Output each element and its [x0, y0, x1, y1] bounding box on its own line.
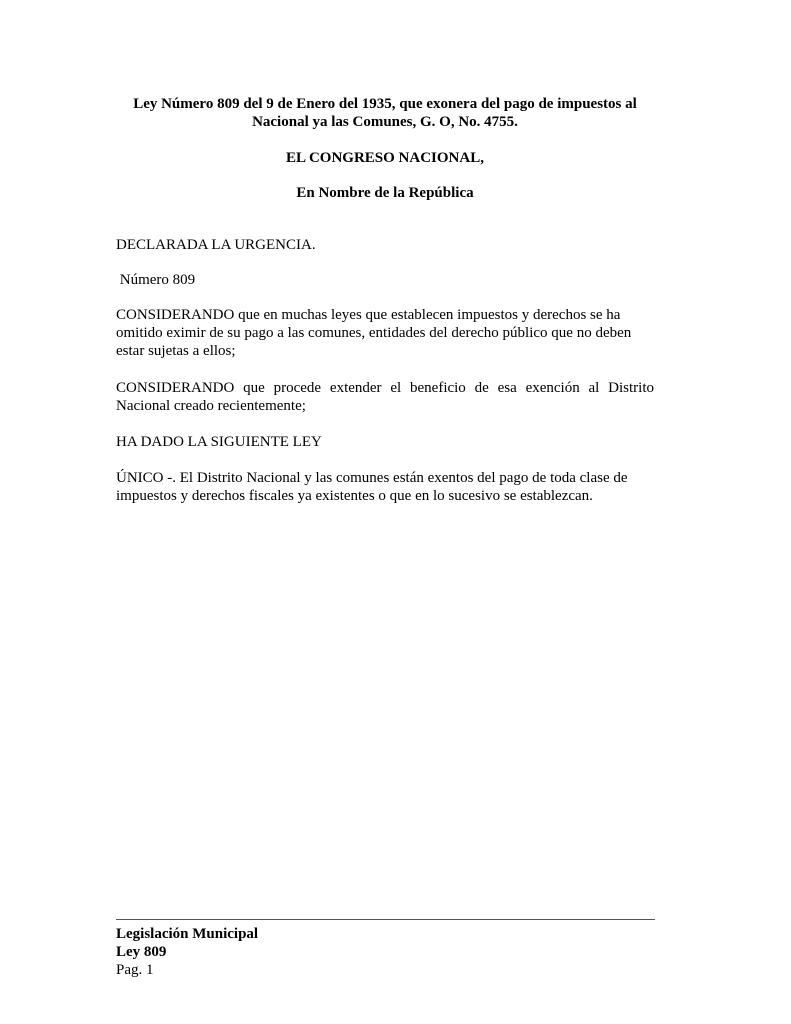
considerando-2-line-2: Nacional creado recientemente; [116, 398, 306, 414]
considerando-1-line-2: omitido eximir de su pago a las comunes, entidades del derecho público que no deben [116, 325, 632, 341]
footer-divider [116, 919, 655, 920]
congress-heading: EL CONGRESO NACIONAL, [286, 150, 484, 166]
footer-legislation: Legislación Municipal [116, 926, 259, 942]
considerando-2-line-1: CONSIDERANDO que procede extender el beneficio de esa exención al Distrito [116, 380, 654, 396]
footer-page-number: Pag. 1 [116, 962, 154, 978]
in-name-heading: En Nombre de la República [296, 185, 474, 201]
considerando-2 [116, 379, 654, 415]
urgency-declaration: DECLARADA LA URGENCIA. [116, 237, 316, 253]
considerando-1 [116, 306, 654, 360]
unico-line-1: ÚNICO -. El Distrito Nacional y las comunes están exentos del pago de toda clase de [116, 470, 628, 486]
document-title-line-1: Ley Número 809 del 9 de Enero del 1935, que exonera del pago de impuestos al [133, 96, 637, 112]
law-number: Número 809 [116, 272, 196, 288]
footer-law-number: Ley 809 [116, 944, 167, 960]
unico-line-2: impuestos y derechos fiscales ya existentes o que en lo sucesivo se establezcan. [116, 488, 593, 504]
document-title-line-2: Nacional ya las Comunes, G. O, No. 4755. [252, 114, 518, 130]
considerando-1-line-3: estar sujetas a ellos; [116, 343, 236, 359]
considerando-1-line-1: CONSIDERANDO que en muchas leyes que establecen impuestos y derechos se ha [116, 307, 621, 323]
ha-dado-heading: HA DADO LA SIGUIENTE LEY [116, 434, 322, 450]
unico-article [116, 469, 654, 505]
